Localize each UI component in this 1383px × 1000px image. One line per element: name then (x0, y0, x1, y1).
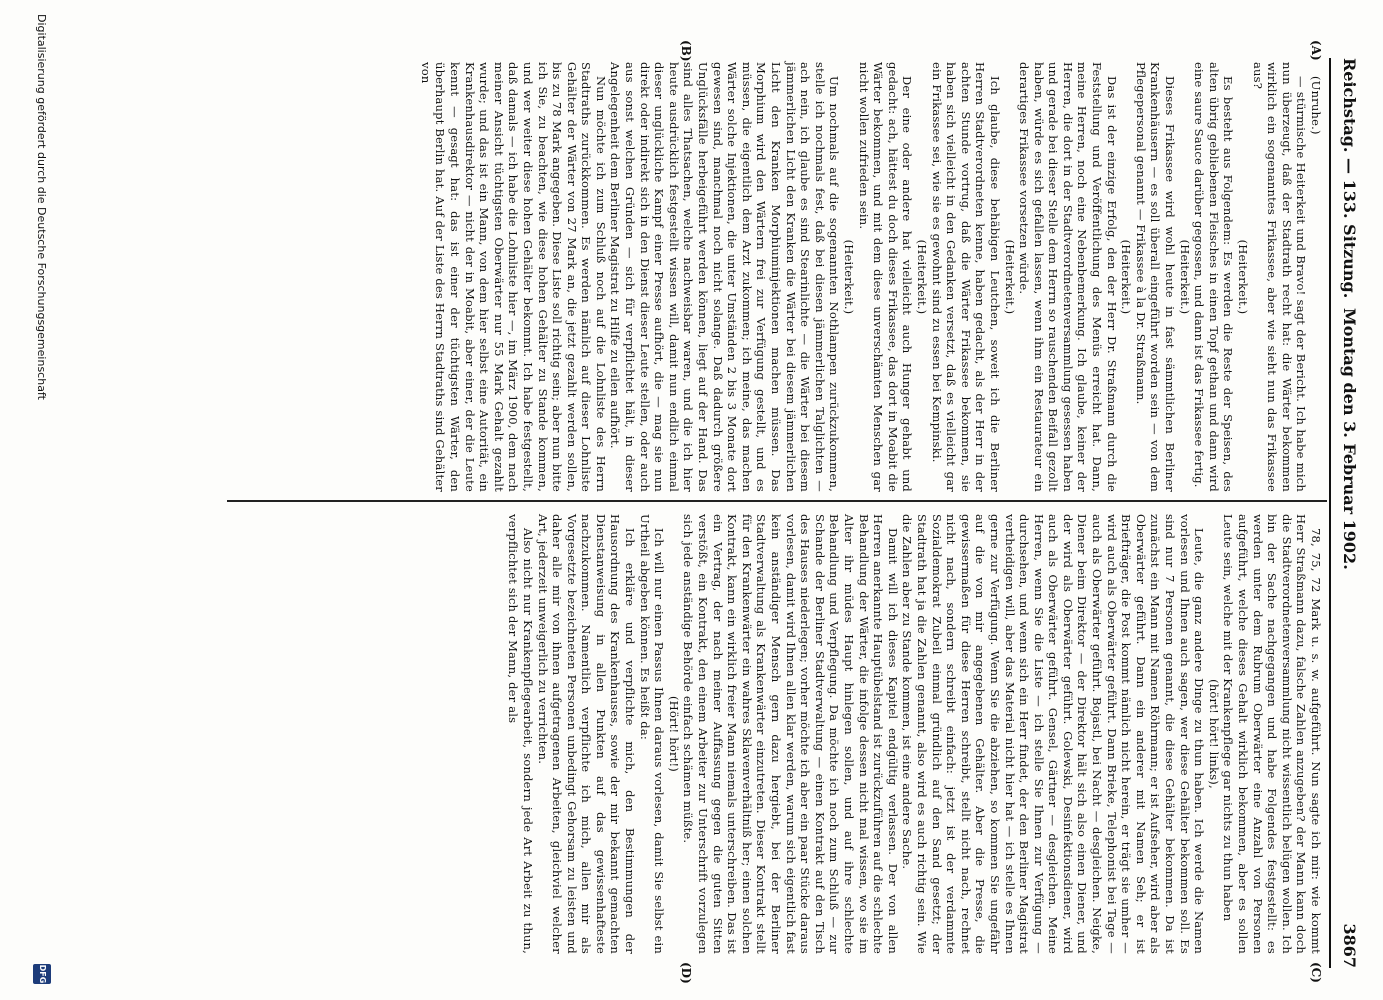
interjection: (Heiterkeit.) (842, 239, 856, 315)
header-rule (1329, 58, 1331, 968)
interjection: (Heiterkeit.) (1002, 239, 1017, 315)
paragraph: 78, 75, 72 Mark u. s. w. aufgeführt. Nun sagte ich mir: wie kommt Herr Straßmann dazu, falsche Zahlen anzugeben? der Mann kann doch die Stadtverordnetenversammlung nicht wissentlich belügen wollen. Ich bin der Sache nachgegangen und habe Folgendes festgestellt: es werden unter dem Rubrum Oberwärter eine Anzahl von Personen aufgeführt, welche dieses Gehalt wirklich bekommen, aber es sollen Leute sein, welche mit der Krankenpflege gar nichts zu thun haben (1221, 514, 1323, 954)
paragraph: Der eine oder andere hat vielleicht auch Hunger gehabt und gedacht: ach, hättest du doch dieses Frikassee, das dort in Moabit die Wärter bekommen, und mit dem diese unverschämten Menschen gar nicht wollen zufrieden sein. (856, 62, 915, 492)
margin-marker-a: (A) (1309, 40, 1323, 61)
left-column (418, 62, 1323, 492)
paragraph: Ich will nur einen Passus Ihnen daraus vorlesen, damit Sie selbst ein Urtheil abgeben können. Es heißt da: (637, 514, 667, 954)
interjection: (Heiterkeit.) (1177, 239, 1192, 315)
header-date: Montag den 3. Februar 1902. (1340, 308, 1359, 570)
paragraph: Es besteht aus Folgendem: Es werden die Reste der Speisen, des alten übrig gebliebenen Fleisches in einen Topf gethan und dann wird eine saure Sauce darüber gegossen, und dann ist das Frikassee fertig. (1192, 62, 1236, 492)
paragraph: Damit will ich dieses Kapitel endgültig verlassen. Der von allen Herren anerkannte Hauptübelstand ist zurückzuführen auf die schlechte Behandlung der Wärter, die infolge dessen nicht mal wissen, wo sie im Alter ihr müdes Haupt hinlegen sollen, und auf ihre schlechte Behandlung und Verpflegung. Da möchte ich noch zum Schluß — zur Schande der Berliner Stadtverwaltung — einen Kontrakt auf den Tisch des Hauses niederlegen; vorher möchte ich aber ein paar Stücke daraus vorlesen, damit wird Ihnen allen klar werden, warum sich eigentlich fast kein anständiger Mensch gern dazu hergiebt, bei der Berliner Stadtverwaltung als Krankenwärter einzutreten. Dieser Kontrakt stellt für den Krankenwärter ein wahres Sklavenverhältniß her; einen solchen Kontrakt, kann ein wirklich freier Mann niemals unterschreiben. Das ist ein Vertrag, der nach meiner Auffassung gegen die guten Sitten verstößt, ein Kontrakt, den einem Arbeiter zur Unterschrift vorzulegen sich jede anständige Behörde einfach schämen müßte. (681, 514, 900, 954)
page-number: 3867 (1340, 923, 1359, 968)
running-header (1329, 58, 1363, 968)
margin-marker-c: (C) (1309, 962, 1323, 983)
interjection: (Heiterkeit.) (1119, 239, 1134, 315)
paragraph: Ich erkläre und verpflichte mich, den Bestimmungen der Hausordnung des Krankenhauses, sowie der mir bekannt gemachten Dienstanweisung in allen Punkten auf das gewissenhafteste nachzukommen. Namentlich verpflichte ich mich, allen mir als Vorgesetzte bezeichneten Personen unbedingt Gehorsam zu leisten und daher alle mir von ihnen aufgetragenen Arbeiten, gleichviel welcher Art, jederzeit unweigerlich zu verrichten. (535, 514, 638, 954)
right-column (506, 514, 1323, 954)
dfg-logo: DFG (33, 964, 51, 984)
paragraph: Das ist der einzige Erfolg, den der Herr Dr. Straßmann durch die Feststellung und Veröffentlichung des Menüs erreicht hat. Dann, meine Herren, noch eine Nebenbemerkung. Ich glaube, keiner der Herren, die dort in der Stadtverordnetenversammlung gesessen haben und gerade bei dieser Stelle dem Herrn so rauschenden Beifall gezollt haben, würde es sich gefallen lassen, wenn ihm ein Restaurateur ein derartiges Frikassee vorsetzen würde. (1017, 62, 1119, 492)
footer-strip (27, 0, 53, 1000)
column-divider (227, 500, 1327, 502)
interjection: (Heiterkeit.) (914, 239, 929, 315)
interjection: (Heiterkeit.) (1236, 239, 1251, 315)
paragraph: Dieses Frikassee wird wohl heute in fast sämmtlichen Berliner Krankenhäusern — es soll überall eingeführt worden sein — von dem Pflegepersonal genannt — Frikassee à la Dr. Straßmann. (1133, 62, 1178, 492)
paragraph: Leute, die ganz andere Dinge zu thun haben. Ich werde die Namen vorlesen und Ihnen auch sagen, wer diese Gehälter bekommen soll. Es sind nur 7 Personen genannt, die diese Gehälter bekommen. Da ist zunächst ein Mann mit Namen Röhrmann; er ist Aufseher, wird aber als Oberwärter geführt. Dann ein anderer mit Namen Seh; er ist Briefträger, die Post kommt nämlich nicht herein, er trägt sie umher — wird auch als Oberwärter geführt. Dann Brieke, Telephonist bei Tage — auch als Oberwärter geführt. Bojastl, bei Nacht — desgleichen. Neigke, Diener beim Direktor — der Direktor hält sich also einen Diener, und der wird als Oberwärter geführt. Golewski, Desinfektionsdiener, wird auch als Oberwärter geführt. Gensel, Gärtner — desgleichen. Meine Herren, wenn Sie die Liste — ich stelle Sie Ihnen zur Verfügung — durchsehen, und wenn sich ein Herr findet, der den Berliner Magistrat vertheidigen will, aber das Material nicht hier hat — ich stelle es Ihnen gerne zur Verfügung. Wenn Sie die abziehen, so kommen Sie ungefähr auf die von mir angegebenen Gehälter. Aber die Presse, die gewissermaßen für diese Herren schreibt, stellt nicht nach, rechnet nicht nach, sondern schreibt einfach: jetzt ist der verdammte Sozialdemokrat Zubeil einmal gründlich auf den Sand gesetzt; der Stadtrath hat ja die Zahlen genannt, also wird es auch richtig sein. Wie die Zahlen aber zu Stande kommen, ist eine andere Sache. (900, 514, 1207, 954)
paragraph: Um nochmals auf die sogenannten Nothlampen zurückzukommen, stelle ich nochmals fest, daß bei diesen jämmerlichen Talglichten — ach nein, ich glaube es sind Stearinlichte — die Wärter bei diesem jämmerlichen Licht den Kranken die Wärter bei diesem jämmerlichen Licht den Kranken Morphiuminjektionen machen müssen. Das Morphium wird den Wärtern frei zur Verfügung gestellt, und es müssen, die eigentlich dem Arzt zukommen; ich meine, das machen Wärter solche Injektionen, die unter Umständen 2 bis 3 Monate dort gewesen sind, manchmal noch nicht solange. Daß dadurch größere Unglücksfälle herbeigeführt werden können, liegt auf der Hand. Das sind alles Thatsachen, welche nachweisbar waren, und die ich hier heute ausdrücklich festgestellt wissen will, damit nun endlich einmal dieser unglückliche Kampf einer Presse aufhört, die — mag sie nun direkt oder indirekt sich in den Dienst dieser Leute stellen, oder auch aus sonst welchen Gründen — sich für verpflichtet hält, in dieser Angelegenheit dem Berliner Magistrat zu Hilfe zu eilen aufhört. (608, 62, 842, 492)
interjection: (Hört! hört!) (666, 696, 681, 772)
margin-marker-d: (D) (679, 962, 693, 984)
interjection: (hört! hört! links), (1206, 679, 1221, 789)
paragraph: Ich glaube, diese behäbigen Leutchen, soweit ich die Berliner Herren Stadtverordneten kenne, haben gedacht, als der Herr in der achten Stunde vortrug, daß die Wärter Frikassee bekommen, sie haben sich vielleicht in den Gedanken versetzt, daß es vielleicht gar ein Frikassee sei, wie sie es gewohnt sind zu essen bei Kempinski. (929, 62, 1002, 492)
paragraph: Also nicht nur Krankenpflegearbeit, sondern jede Art Arbeit zu thun, verpflichtet sich der Mann, der als (506, 514, 535, 954)
footer-credit: Digitalisierung gefördert durch die Deutsche Forschungsgemeinschaft (35, 14, 48, 400)
paragraph: Nun möchte ich zum Schluß noch auf die Lohnliste des Herrn Stadtraths zurückkommen. Es werden nämlich auf dieser Lohnliste Gehälter der Wärter von 27 Mark an, die jetzt gezahlt werden sollen, bis zu 78 Mark angegeben. Diese Liste soll richtig sein; aber nun bitte ich Sie, zu beachten, wie diese hohen Gehälter zu Stande kommen, und wer weiter diese hohen Gehälter bekommt. Ich habe festgestellt, daß damals — ich habe die Lohnliste hier —, im März 1900, dem nach meiner Ansicht tüchtigsten Oberwärter nur 55 Mark Gehalt gezahlt wurde; und das ist ein Mann, von dem hier selbst eine Autorität, ein Krankenhausdirektor — nicht der in Moabit, aber einer, der die Leute kennt — gesagt hat: das ist einer der tüchtigsten Wärter, den überhaupt Berlin hat. Auf der Liste des Herrn Stadtraths sind Gehälter von (418, 62, 608, 492)
paragraph: — stürmische Heiterkeit und Bravo! sagt der Bericht. Ich habe mich nun überzeugt, daß der Stadtrath recht hat: die Wärter bekommen wirklich ein sogenanntes Frikassee, aber wie sieht nun das Frikassee aus? (1250, 62, 1309, 492)
header-left: Reichstag. — 133. Sitzung. (1340, 58, 1359, 299)
paragraph: (Unruhe.) (1309, 76, 1323, 135)
margin-marker-b: (B) (679, 40, 693, 62)
